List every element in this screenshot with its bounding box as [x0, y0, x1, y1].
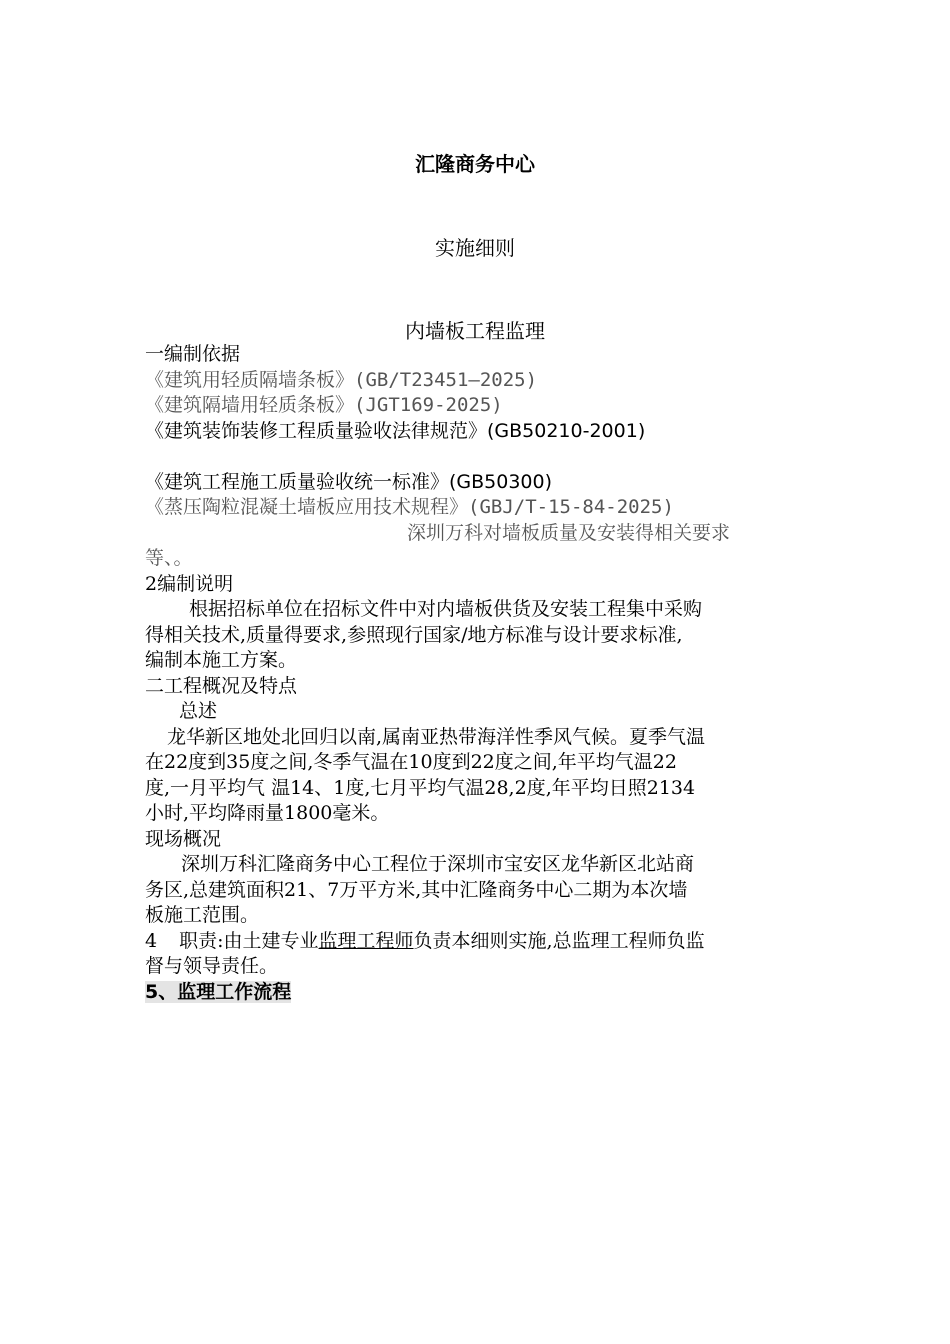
section2-line-1: 根据招标单位在招标文件中对内墙板供货及安装工程集中采购 — [189, 598, 703, 620]
document-body — [145, 342, 810, 1005]
document-title: 汇隆商务中心 — [415, 152, 535, 176]
climate-line-2: 在22度到35度之间,冬季气温在10度到22度之间,年平均气温22 — [145, 751, 677, 773]
vanke-requirements-cont: 等、。 — [145, 547, 193, 569]
document-subtitle: 实施细则 — [435, 236, 515, 260]
site-line-3: 板施工范围。 — [145, 904, 260, 926]
reference-1: 《建筑用轻质隔墙条板》(GB/T23451—2025) — [145, 368, 538, 391]
section1-heading: 一编制依据 — [145, 343, 241, 365]
section4-line — [145, 929, 810, 955]
section4-cont: 督与领导责任。 — [145, 955, 279, 977]
supervising-engineer-link[interactable]: 监理工程师 — [318, 929, 414, 952]
blank-line — [145, 444, 810, 470]
section4-text-b: 负责本细则实施,总监理工程师负监 — [413, 929, 705, 952]
site-line-1: 深圳万科汇隆商务中心工程位于深圳市宝安区龙华新区北站商 — [181, 853, 695, 875]
vanke-requirements: 深圳万科对墙板质量及安装得相关要求 — [407, 521, 731, 544]
section4-label: 职责 — [179, 929, 218, 952]
climate-line-4: 小时,平均降雨量1800毫米。 — [145, 802, 390, 824]
document-heading: 内墙板工程监理 — [405, 319, 545, 343]
site-heading: 现场概况 — [145, 827, 222, 850]
section2-line-2: 得相关技术,质量得要求,参照现行国家/地方标准与设计要求标准, — [145, 623, 683, 646]
overview-heading: 总述 — [179, 700, 218, 722]
section2-line-3: 编制本施工方案。 — [145, 649, 298, 671]
reference-2: 《建筑隔墙用轻质条板》(JGT169-2025) — [145, 394, 503, 416]
site-line-2: 务区,总建筑面积21、7万平方米,其中汇隆商务中心二期为本次墙 — [145, 878, 688, 901]
section5-heading: 5、监理工作流程 — [145, 980, 292, 1003]
section4-number: 4 — [145, 929, 158, 952]
reference-4: 《建筑工程施工质量验收统一标准》(GB50300) — [145, 470, 553, 493]
reference-3: 《建筑装饰装修工程质量验收法律规范》(GB50210-2001) — [145, 419, 646, 442]
section3-heading: 二工程概况及特点 — [145, 674, 298, 697]
reference-5: 《蒸压陶粒混凝土墙板应用技术规程》(GBJ/T-15-84-2025) — [145, 496, 674, 518]
section5-line — [145, 980, 810, 1006]
climate-line-3: 度,一月平均气 温14、1度,七月平均气温28,2度,年平均日照2134 — [145, 776, 696, 799]
section2-heading: 2编制说明 — [145, 572, 234, 595]
climate-line-1: 龙华新区地处北回归以南,属南亚热带海洋性季风气候。夏季气温 — [167, 725, 706, 748]
section4-text-a: :由土建专业 — [217, 929, 319, 952]
